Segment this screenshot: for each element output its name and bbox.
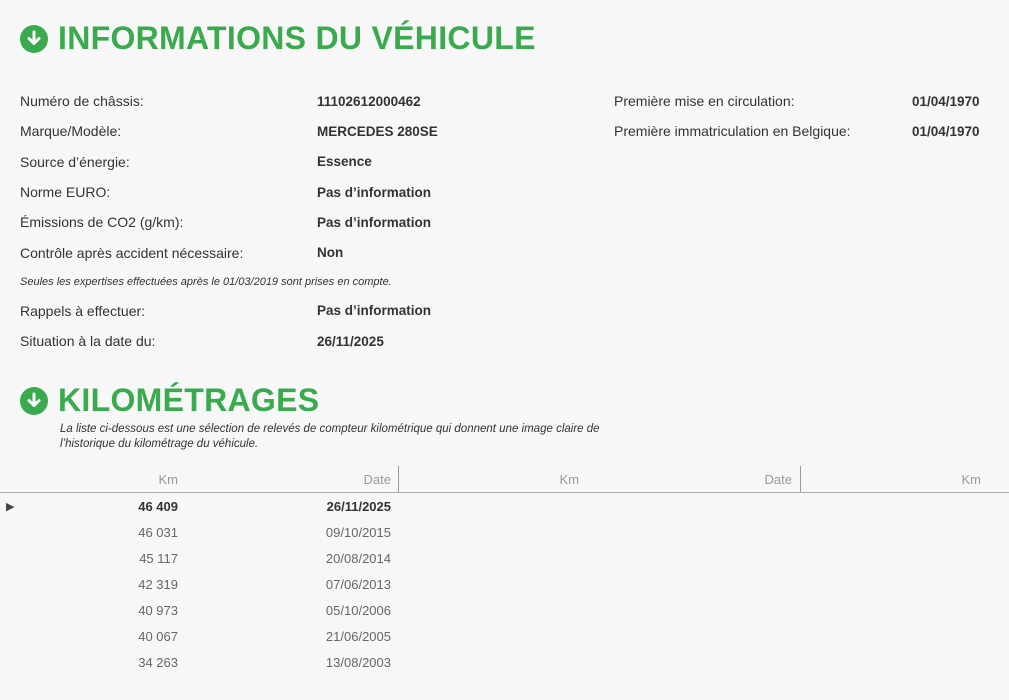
- column-header-km-2[interactable]: Km: [559, 471, 579, 487]
- column-divider: [398, 466, 399, 492]
- table-row[interactable]: [0, 623, 1009, 649]
- km-value: 45 117: [139, 550, 178, 566]
- info-label: Source d’énergie:: [20, 153, 130, 170]
- km-table-header: [0, 466, 1009, 493]
- km-value: 40 973: [138, 602, 178, 618]
- table-row[interactable]: [0, 649, 1009, 675]
- date-value: 20/08/2014: [325, 550, 391, 566]
- info-value: 11102612000462: [317, 93, 421, 109]
- km-value: 34 263: [138, 654, 178, 670]
- table-row[interactable]: [0, 571, 1009, 597]
- vehicle-section-title-text: INFORMATIONS DU VÉHICULE: [58, 20, 536, 56]
- info-label: Rappels à effectuer:: [20, 302, 146, 319]
- km-description: La liste ci-dessous est une sélection de relevés de compteur kilométrique qui donnent une image claire de l’historique du kilométrage du véhicule.: [60, 423, 600, 450]
- info-value: Essence: [317, 154, 372, 170]
- table-row[interactable]: [0, 545, 1009, 571]
- info-label: Norme EURO:: [20, 184, 111, 201]
- info-label: Première mise en circulation:: [614, 93, 795, 110]
- arrow-down-circle-icon: [20, 387, 48, 415]
- info-row-accident-check: [20, 237, 580, 267]
- info-row-co2: [20, 207, 580, 237]
- info-value: Pas d’information: [317, 303, 432, 319]
- date-value: 13/08/2003: [325, 654, 391, 670]
- date-value: 26/11/2025: [326, 498, 391, 514]
- table-row[interactable]: [0, 597, 1009, 623]
- info-row-recalls: [20, 296, 580, 326]
- km-section-title-text: KILOMÉTRAGES: [58, 382, 320, 418]
- date-value: 09/10/2015: [325, 524, 391, 540]
- info-row-euro-norm: [20, 177, 580, 207]
- info-row-first-circulation: [614, 86, 994, 116]
- info-value: 26/11/2025: [317, 333, 384, 349]
- column-header-km-3[interactable]: Km: [961, 471, 981, 487]
- column-header-km[interactable]: Km: [158, 471, 178, 487]
- triangle-right-icon: ▶: [6, 500, 15, 513]
- column-header-date-2[interactable]: Date: [764, 471, 792, 487]
- info-row-chassis: [20, 86, 580, 116]
- expertise-note: Seules les expertises effectuées après le 01/03/2019 sont prises en compte.: [20, 275, 392, 288]
- vehicle-info-right: [614, 86, 994, 147]
- info-row-situation-date: [20, 326, 580, 356]
- arrow-down-circle-icon: [20, 25, 48, 53]
- km-value: 46 409: [138, 498, 178, 514]
- table-row[interactable]: [0, 519, 1009, 545]
- km-table: [0, 466, 1009, 675]
- info-label: Contrôle après accident nécessaire:: [20, 244, 244, 261]
- info-label: Marque/Modèle:: [20, 123, 122, 140]
- date-value: 21/06/2005: [325, 628, 391, 644]
- info-label: Situation à la date du:: [20, 333, 156, 350]
- date-value: 07/06/2013: [325, 576, 391, 592]
- info-value: 01/04/1970: [912, 123, 980, 139]
- vehicle-info-left: [20, 86, 580, 356]
- date-value: 05/10/2006: [325, 602, 391, 618]
- info-row-brand-model: [20, 116, 580, 146]
- column-divider: [800, 466, 801, 492]
- vehicle-section-title: [20, 20, 536, 57]
- km-value: 46 031: [138, 524, 178, 540]
- km-section-title: [20, 382, 319, 419]
- info-value: Pas d’information: [317, 214, 432, 230]
- info-value: Pas d’information: [317, 184, 432, 200]
- km-value: 42 319: [138, 576, 178, 592]
- info-value: Non: [317, 245, 344, 261]
- info-row-energy: [20, 147, 580, 177]
- column-header-date[interactable]: Date: [363, 471, 391, 487]
- info-value: MERCEDES 280SE: [317, 123, 438, 139]
- info-label: Numéro de châssis:: [20, 93, 144, 110]
- info-row-first-registration-belgium: [614, 116, 994, 146]
- info-label: Émissions de CO2 (g/km):: [20, 214, 184, 231]
- table-row[interactable]: [0, 493, 1009, 519]
- km-value: 40 067: [138, 628, 178, 644]
- info-label: Première immatriculation en Belgique:: [614, 123, 851, 140]
- info-value: 01/04/1970: [912, 93, 980, 109]
